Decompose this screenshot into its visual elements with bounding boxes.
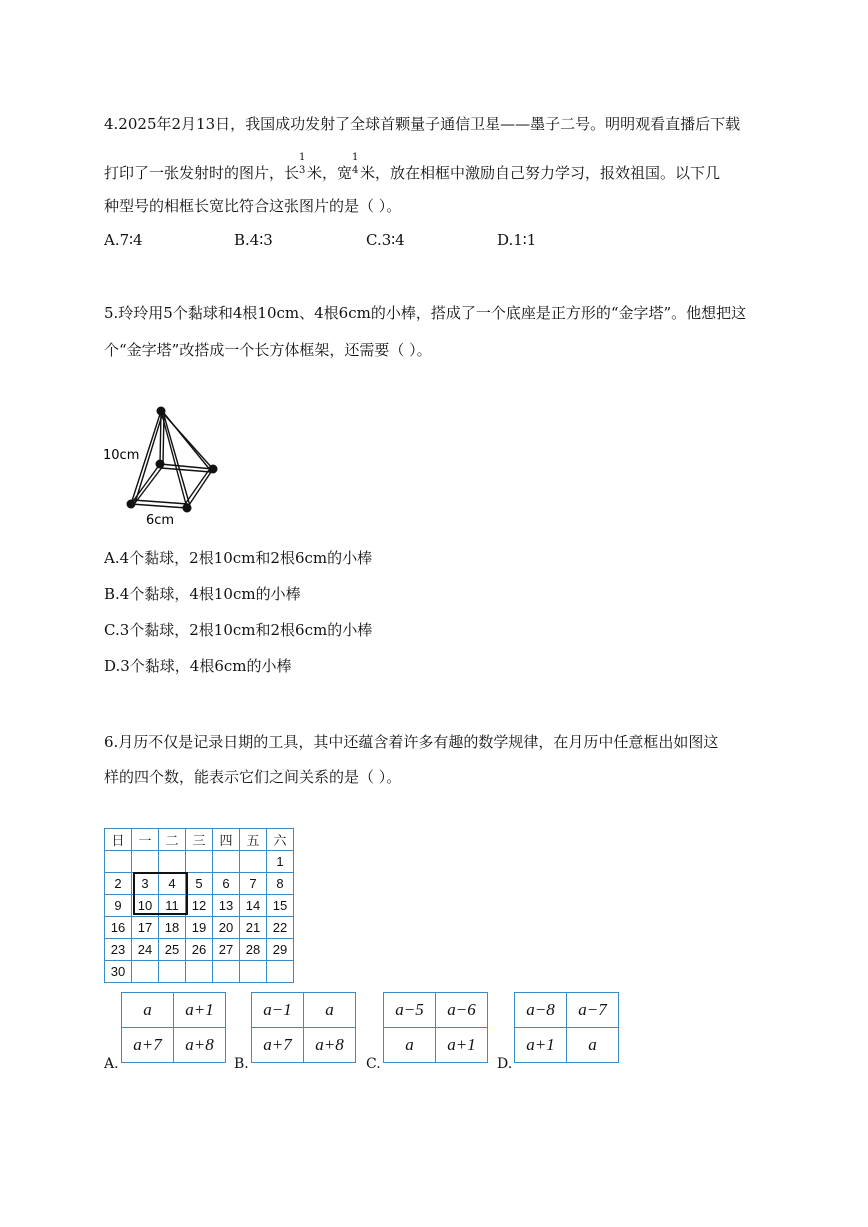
calendar-day-cell: 26 — [186, 939, 213, 961]
calendar-day-cell — [105, 851, 132, 873]
q5-line-1: 5.玲玲用5个黏球和4根10cm、4根6cm的小棒，搭成了一个底座是正方形的“金字塔”。他想把这 — [104, 304, 747, 322]
calendar-day-cell: 19 — [186, 917, 213, 939]
option-grid-cell: a — [567, 1028, 619, 1063]
calendar-weekday-header: 五 — [240, 829, 267, 851]
calendar-day-cell: 18 — [159, 917, 186, 939]
q6-option-d-grid[interactable] — [514, 992, 619, 1063]
calendar-day-cell: 23 — [105, 939, 132, 961]
option-grid-cell: a — [304, 993, 356, 1028]
option-grid-cell: a+7 — [252, 1028, 304, 1063]
calendar-day-cell: 10 — [132, 895, 159, 917]
calendar-day-cell: 25 — [159, 939, 186, 961]
option-grid-row — [122, 993, 226, 1028]
q4-frac1-den: 3 — [299, 165, 306, 176]
calendar-day-cell: 17 — [132, 917, 159, 939]
q5-option-d[interactable]: D.3个黏球，4根6cm的小棒 — [104, 657, 292, 675]
q6-line-2: 样的四个数，能表示它们之间关系的是（ ）。 — [104, 768, 402, 786]
option-grid-cell: a — [122, 993, 174, 1028]
q4-fraction-width — [352, 152, 360, 178]
option-grid-row — [122, 1028, 226, 1063]
q4-option-b[interactable]: B.4∶3 — [234, 231, 273, 249]
q6-line-1: 6.月历不仅是记录日期的工具，其中还蕴含着许多有趣的数学规律，在月历中任意框出如图这 — [104, 733, 719, 751]
calendar-day-cell: 3 — [132, 873, 159, 895]
calendar-day-cell — [159, 851, 186, 873]
option-grid-cell: a+1 — [436, 1028, 488, 1063]
calendar-day-cell: 24 — [132, 939, 159, 961]
calendar-day-cell: 8 — [267, 873, 294, 895]
q4-line-2-b: 米，宽 — [307, 164, 353, 182]
option-grid-row — [252, 993, 356, 1028]
option-grid-cell: a−5 — [384, 993, 436, 1028]
q6-option-a-letter[interactable]: A. — [104, 1056, 119, 1072]
calendar-day-cell — [240, 851, 267, 873]
calendar-day-cell: 4 — [159, 873, 186, 895]
q4-option-c[interactable]: C.3∶4 — [366, 231, 405, 249]
calendar-weekday-header: 四 — [213, 829, 240, 851]
calendar-weekday-header: 三 — [186, 829, 213, 851]
option-grid-cell: a — [384, 1028, 436, 1063]
calendar-day-cell — [186, 851, 213, 873]
calendar-day-cell — [186, 961, 213, 983]
q4-fraction-length — [299, 152, 307, 178]
calendar-day-cell: 29 — [267, 939, 294, 961]
calendar-day-cell — [132, 851, 159, 873]
calendar-week-row — [105, 917, 294, 939]
calendar-day-cell: 6 — [213, 873, 240, 895]
q6-option-c-grid[interactable] — [383, 992, 488, 1063]
calendar-day-cell — [213, 961, 240, 983]
calendar-day-cell: 13 — [213, 895, 240, 917]
q4-frac2-den: 4 — [352, 165, 359, 176]
q5-option-b[interactable]: B.4个黏球，4根10cm的小棒 — [104, 585, 301, 603]
calendar-day-cell: 7 — [240, 873, 267, 895]
calendar-day-cell: 28 — [240, 939, 267, 961]
calendar-day-cell — [159, 961, 186, 983]
q4-option-a[interactable]: A.7∶4 — [104, 231, 143, 249]
q6-option-b-grid[interactable] — [251, 992, 356, 1063]
calendar-day-cell: 2 — [105, 873, 132, 895]
option-grid-cell: a−8 — [515, 993, 567, 1028]
calendar-day-cell — [240, 961, 267, 983]
option-grid-cell: a+8 — [304, 1028, 356, 1063]
q4-line-3: 种型号的相框长宽比符合这张图片的是（ ）。 — [104, 197, 402, 215]
calendar-day-cell: 11 — [159, 895, 186, 917]
option-grid-cell: a+7 — [122, 1028, 174, 1063]
calendar-day-cell — [213, 851, 240, 873]
q6-option-a-grid[interactable] — [121, 992, 226, 1063]
option-grid-cell: a−6 — [436, 993, 488, 1028]
q5-option-c[interactable]: C.3个黏球，2根10cm和2根6cm的小棒 — [104, 621, 373, 639]
calendar-day-cell: 12 — [186, 895, 213, 917]
option-grid-cell: a+1 — [174, 993, 226, 1028]
q6-option-c-letter[interactable]: C. — [366, 1056, 381, 1072]
q4-line-2-c: 米，放在相框中激励自己努力学习，报效祖国。以下几 — [360, 164, 721, 182]
calendar-day-cell: 27 — [213, 939, 240, 961]
calendar-week-row — [105, 939, 294, 961]
calendar-day-cell — [132, 961, 159, 983]
q4-frac1-num: 1 — [299, 152, 306, 163]
calendar-day-cell: 30 — [105, 961, 132, 983]
calendar-weekday-header: 六 — [267, 829, 294, 851]
edge-length-label: 10cm — [103, 448, 140, 463]
option-grid-row — [515, 1028, 619, 1063]
calendar-day-cell: 15 — [267, 895, 294, 917]
option-grid-cell: a+8 — [174, 1028, 226, 1063]
calendar-weekday-header: 一 — [132, 829, 159, 851]
q4-line-2 — [104, 152, 721, 183]
option-grid-row — [515, 993, 619, 1028]
calendar-week-row — [105, 961, 294, 983]
calendar-day-cell: 16 — [105, 917, 132, 939]
pyramid-figure — [95, 400, 235, 530]
option-grid-row — [384, 1028, 488, 1063]
option-grid-cell: a−1 — [252, 993, 304, 1028]
option-grid-cell: a−7 — [567, 993, 619, 1028]
calendar-header-row — [105, 829, 294, 851]
calendar-day-cell: 22 — [267, 917, 294, 939]
q4-frac2-num: 1 — [352, 152, 359, 163]
calendar-day-cell: 5 — [186, 873, 213, 895]
q6-option-d-letter[interactable]: D. — [497, 1056, 513, 1072]
calendar-day-cell: 1 — [267, 851, 294, 873]
q6-option-b-letter[interactable]: B. — [234, 1056, 249, 1072]
q5-option-a[interactable]: A.4个黏球，2根10cm和2根6cm的小棒 — [104, 549, 373, 567]
calendar-weekday-header: 日 — [105, 829, 132, 851]
q4-option-d[interactable]: D.1∶1 — [497, 231, 537, 249]
calendar-day-cell: 21 — [240, 917, 267, 939]
calendar-day-cell: 9 — [105, 895, 132, 917]
q4-line-1: 4.2025年2月13日，我国成功发射了全球首颗量子通信卫星——墨子二号。明明观看直播后下载 — [104, 115, 741, 133]
q5-line-2: 个“金字塔”改搭成一个长方体框架，还需要（ ）。 — [104, 341, 432, 359]
calendar-week-row — [105, 851, 294, 873]
calendar-weekday-header: 二 — [159, 829, 186, 851]
base-length-label: 6cm — [146, 513, 175, 528]
calendar-day-cell: 20 — [213, 917, 240, 939]
calendar-day-cell — [267, 961, 294, 983]
q4-line-2-a: 打印了一张发射时的图片，长 — [104, 164, 300, 182]
calendar-day-cell: 14 — [240, 895, 267, 917]
option-grid-cell: a+1 — [515, 1028, 567, 1063]
option-grid-row — [384, 993, 488, 1028]
calendar-selection-box — [133, 872, 188, 915]
option-grid-row — [252, 1028, 356, 1063]
